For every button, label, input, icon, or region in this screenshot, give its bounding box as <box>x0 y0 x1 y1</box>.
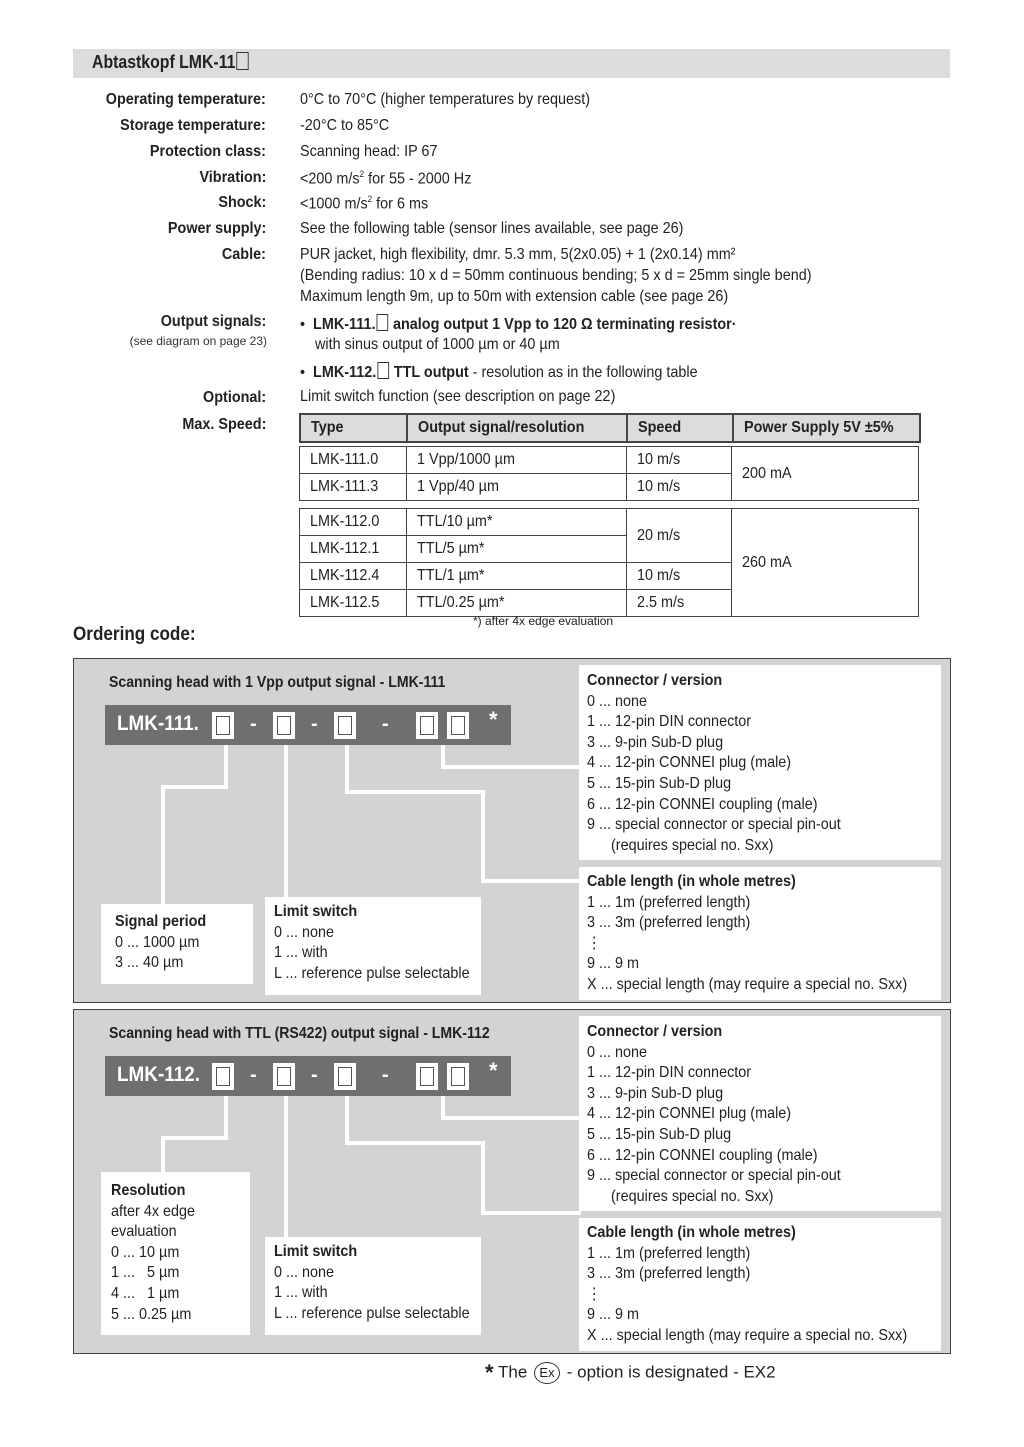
ordering-code-title: Ordering code: <box>73 624 196 645</box>
cable-length-box: Cable length (in whole metres) 1 ... 1m (preferred length) 3 ... 3m (preferred length) ⋮ 9 ... 9 m X ... special length (may require a special no. Sxx) <box>579 1218 941 1351</box>
spec-value-cable-line1: PUR jacket, high flexibility, dmr. 5.3 mm, 5(2x0.05) + 1 (2x0.14) mm² <box>300 246 736 263</box>
cable-length-slot-2[interactable] <box>447 712 469 739</box>
signal-period-box: Signal period 0 ... 1000 µm 3 ... 40 µm <box>101 904 253 984</box>
table-header-output: Output signal/resolution <box>418 419 585 436</box>
order-code-prefix: LMK-111. <box>117 712 199 735</box>
speed-table-header <box>299 413 921 443</box>
cable-length-slot-1[interactable] <box>416 712 438 739</box>
table-header-speed: Speed <box>638 419 682 436</box>
signal-period-slot[interactable] <box>212 712 234 739</box>
table-header-power: Power Supply 5V ±5% <box>744 419 894 436</box>
spec-value-shock: <1000 $m/s^2$ for 6 ms <box>300 194 429 213</box>
table-row: LMK-112.4 TTL/1 µm* 10 m/s <box>300 563 919 590</box>
output-item-lmk111-line2: with sinus output of 1000 µm or 40 µm <box>315 336 560 353</box>
section-title: Abtastkopf LMK-11 <box>92 52 249 73</box>
power-value-group1: 200 mA <box>742 464 792 482</box>
spec-value-power: See the following table (sensor lines available, see page 26) <box>300 220 684 237</box>
spec-label-output: Output signals: <box>160 313 266 330</box>
output-item-lmk112: • LMK-112. TTL output - resolution as in the following table <box>300 364 698 381</box>
connector-slot[interactable] <box>334 1063 356 1090</box>
cable-length-slot-1[interactable] <box>416 1063 438 1090</box>
limit-switch-box: Limit switch 0 ... none 1 ... with L ... reference pulse selectable <box>265 1237 481 1335</box>
limit-switch-slot[interactable] <box>273 1063 295 1090</box>
limit-switch-slot[interactable] <box>273 712 295 739</box>
ex-option-star: * <box>489 707 498 732</box>
spec-sublabel-output: (see diagram on page 23) <box>129 334 267 348</box>
panel-title: Scanning head with 1 Vpp output signal - LMK-111 <box>109 674 446 691</box>
spec-label-operating-temp: Operating temperature: <box>105 91 266 108</box>
ex-option-star: * <box>489 1058 498 1083</box>
cable-length-box: Cable length (in whole metres) 1 ... 1m (preferred length) 3 ... 3m (preferred length) ⋮ 9 ... 9 m X ... special length (may require a special no. Sxx) <box>579 867 941 1000</box>
spec-label-storage-temp: Storage temperature: <box>120 117 266 134</box>
placeholder-box-icon <box>236 52 248 70</box>
ex-symbol-icon: Ex <box>534 1362 560 1384</box>
footer-note: * The Ex - option is designated - EX2 <box>485 1360 776 1385</box>
table-row: LMK-112.5 TTL/0.25 µm* 2.5 m/s <box>300 590 919 617</box>
spec-label-optional: Optional: <box>202 389 266 406</box>
order-code-bar: LMK-111. - - - * <box>105 705 511 745</box>
cable-length-slot-2[interactable] <box>447 1063 469 1090</box>
limit-switch-box: Limit switch 0 ... none 1 ... with L ... reference pulse selectable <box>265 897 481 995</box>
table-row: LMK-111.0 1 Vpp/1000 µm 10 m/s 200 mA <box>300 447 919 474</box>
spec-label-maxspeed: Max. Speed: <box>181 416 266 433</box>
spec-value-protection: Scanning head: IP 67 <box>300 143 438 160</box>
connector-version-box: Connector / version 0 ... none 1 ... 12-pin DIN connector 3 ... 9-pin Sub-D plug 4 ... 12-pin CONNEI plug (male) 5 ... 15-pin Sub-D plug 6 ... 12-pin CONNEI coupling (male) 9 ... special connector or special pin-out (requires special no. Sxx) <box>579 1016 941 1211</box>
spec-value-cable-line3: Maximum length 9m, up to 50m with extension cable (see page 26) <box>300 288 729 305</box>
placeholder-box-icon <box>376 314 388 331</box>
panel-title: Scanning head with TTL (RS422) output signal - LMK-112 <box>109 1025 490 1042</box>
spec-label-vibration: Vibration: <box>199 169 266 186</box>
table-row: LMK-111.3 1 Vpp/40 µm 10 m/s <box>300 474 919 501</box>
speed-table-group1 <box>299 446 919 501</box>
resolution-slot[interactable] <box>212 1063 234 1090</box>
output-item-lmk111: • LMK-111. analog output 1 Vpp to 120 Ω terminating resistor· <box>300 316 737 333</box>
spec-label-shock: Shock: <box>217 194 266 211</box>
table-row: LMK-112.0 TTL/10 µm* 20 m/s 260 mA <box>300 509 919 536</box>
connector-version-box: Connector / version 0 ... none 1 ... 12-pin DIN connector 3 ... 9-pin Sub-D plug 4 ... 12-pin CONNEI plug (male) 5 ... 15-pin Sub-D plug 6 ... 12-pin CONNEI coupling (male) 9 ... special connector or special pin-out (requires special no. Sxx) <box>579 665 941 860</box>
order-code-bar: LMK-112. - - - * <box>105 1056 511 1096</box>
spec-value-vibration: <200 $m/s^2$ for 55 - 2000 Hz <box>300 169 472 188</box>
spec-label-power: Power supply: <box>167 220 266 237</box>
spec-label-cable: Cable: <box>221 246 266 263</box>
spec-label-protection: Protection class: <box>149 143 266 160</box>
spec-value-storage-temp: -20°C to 85°C <box>300 117 390 134</box>
placeholder-box-icon <box>377 362 389 379</box>
spec-value-optional: Limit switch function (see description on page 22) <box>300 388 616 405</box>
connector-slot[interactable] <box>334 712 356 739</box>
order-code-prefix: LMK-112. <box>117 1063 200 1086</box>
table-header-type: Type <box>311 419 344 436</box>
ordering-panel-lmk111 <box>73 658 951 1003</box>
resolution-box: Resolution after 4x edge evaluation 0 ... 10 µm 1 ... 5 µm 4 ... 1 µm 5 ... 0.25 µm <box>101 1172 250 1335</box>
table-footnote: *) after 4x edge evaluation <box>473 614 614 628</box>
ordering-panel-lmk112 <box>73 1009 951 1354</box>
table-row: LMK-112.1 TTL/5 µm* <box>300 536 919 563</box>
spec-value-cable-line2: (Bending radius: 10 x d = 50mm continuous bending; 5 x d = 25mm single bend) <box>300 267 812 284</box>
power-value-group2: 260 mA <box>742 553 792 571</box>
speed-table-group2 <box>299 508 919 617</box>
spec-value-operating-temp: 0°C to 70°C (higher temperatures by request) <box>300 91 591 108</box>
